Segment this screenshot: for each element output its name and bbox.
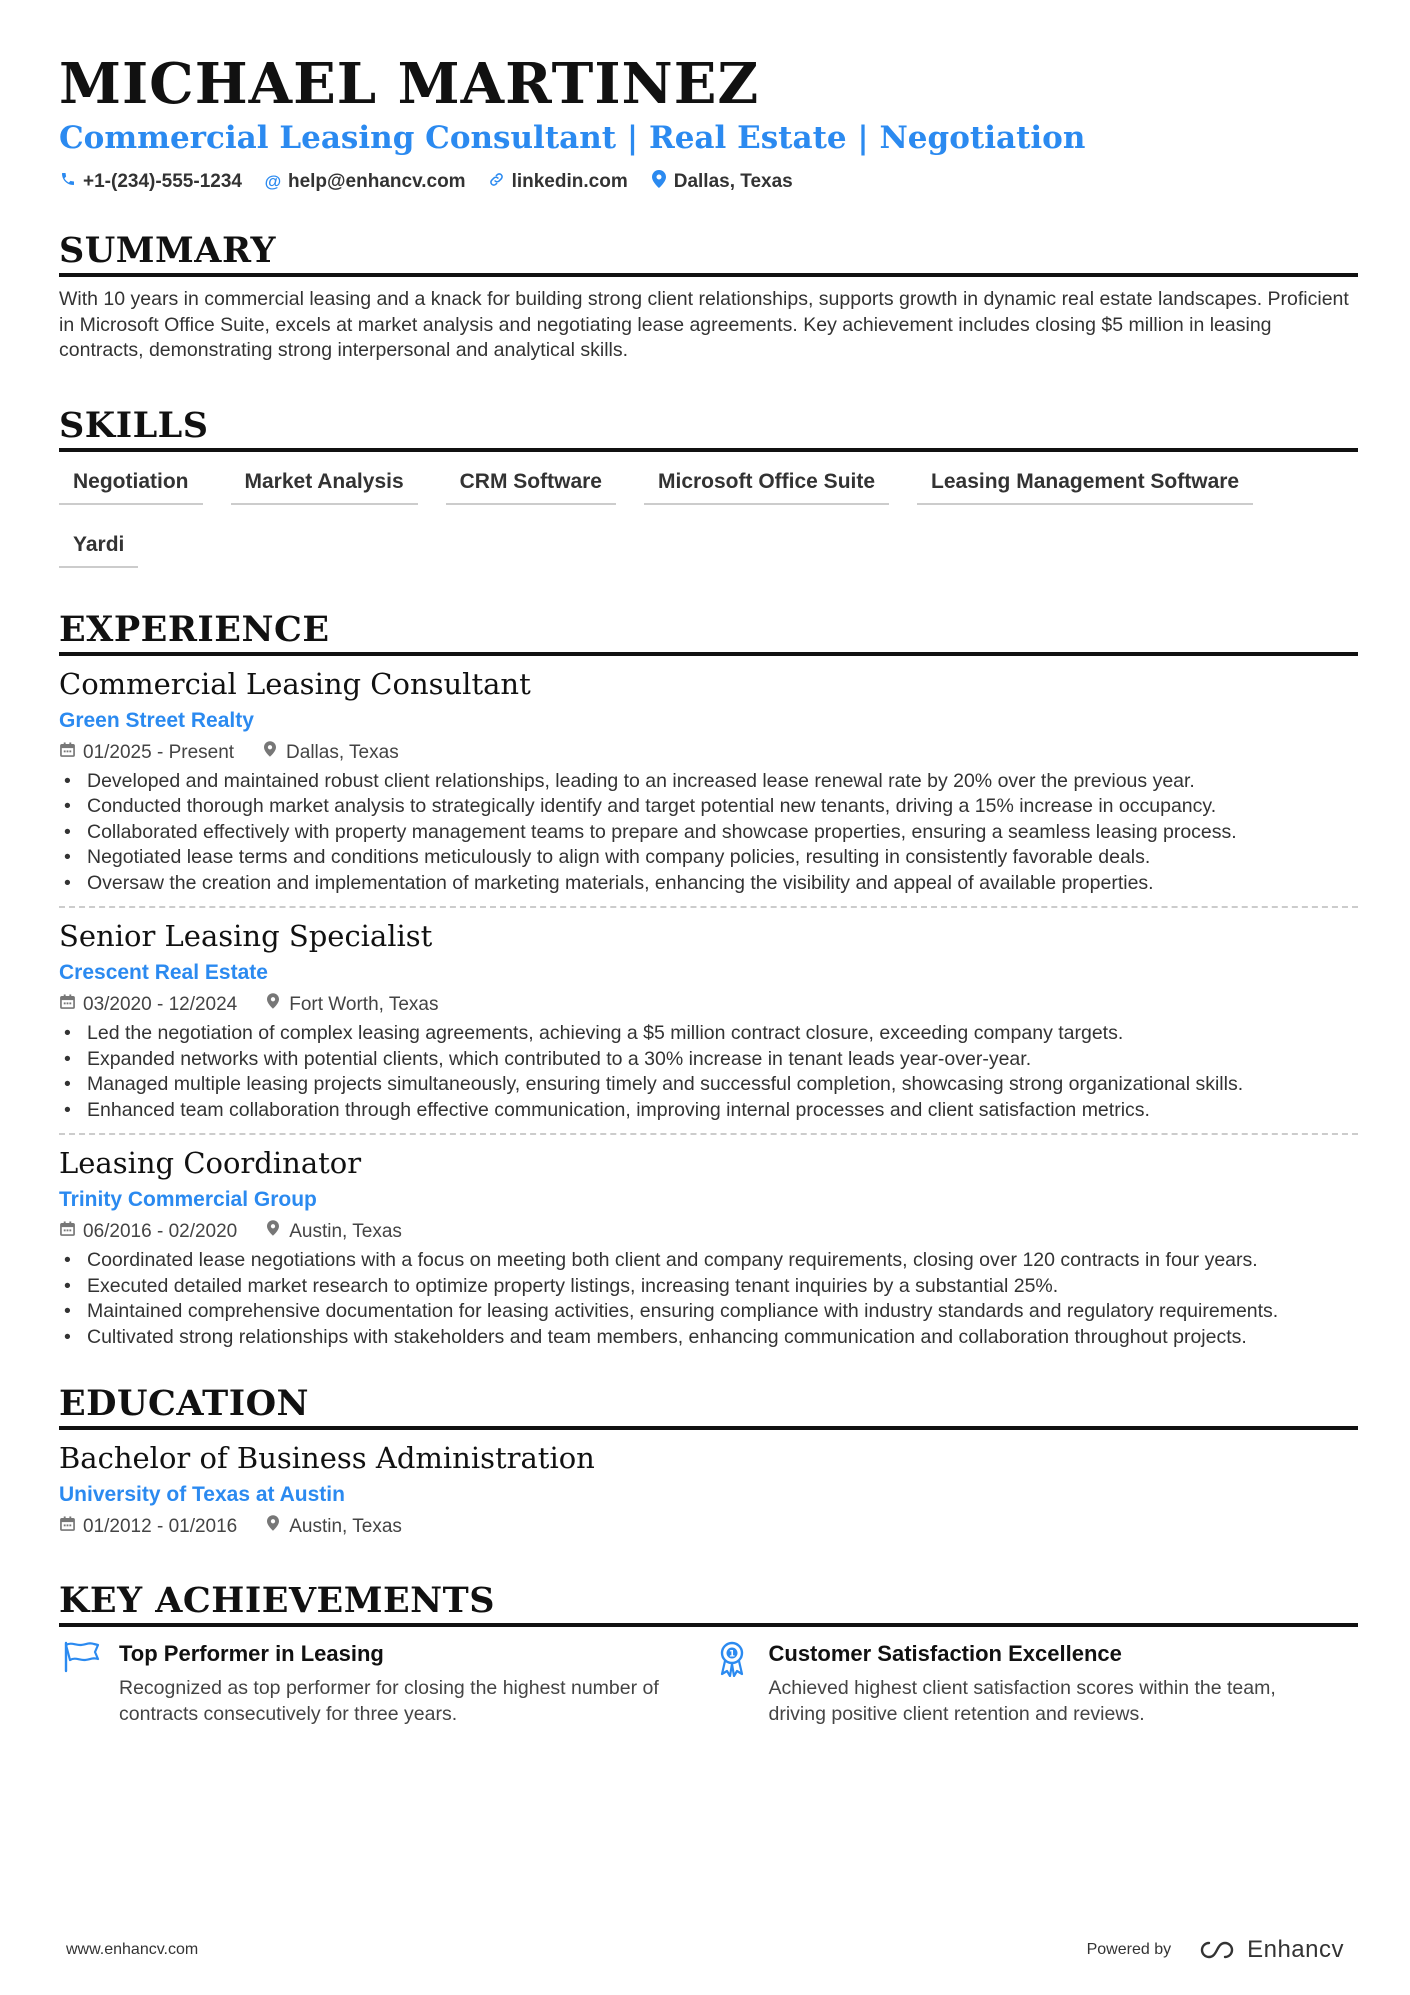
job-bullet: • Collaborated effectively with property management teams to prepare and showcase properties, ensuring a seamless leasing process. bbox=[59, 820, 1358, 846]
job-bullet: • Enhanced team collaboration through effective communication, improving internal processes and client satisfaction metrics. bbox=[59, 1098, 1358, 1124]
job-bullets bbox=[59, 769, 1358, 897]
experience-section bbox=[59, 608, 1358, 1361]
job-bullet: • Oversaw the creation and implementation of marketing materials, enhancing the visibility and appeal of available properties. bbox=[59, 871, 1358, 897]
contact-location-text: Dallas, Texas bbox=[673, 170, 793, 192]
at-icon: @ bbox=[264, 171, 282, 191]
job-dates bbox=[59, 991, 237, 1019]
skill-tag: Market Analysis bbox=[231, 464, 418, 505]
brand-name: Enhancv bbox=[1247, 1936, 1344, 1963]
job-entry bbox=[59, 1133, 1358, 1360]
footer-branding bbox=[1087, 1936, 1344, 1964]
education-dates bbox=[59, 1513, 237, 1541]
education-location bbox=[265, 1513, 402, 1541]
contact-phone-text: +1-(234)-555-1234 bbox=[83, 170, 242, 192]
phone-icon bbox=[59, 171, 77, 192]
contact-linkedin[interactable] bbox=[488, 170, 628, 193]
education-meta bbox=[59, 1513, 1358, 1541]
calendar-icon bbox=[59, 739, 75, 767]
education-heading: EDUCATION bbox=[59, 1382, 1358, 1430]
job-meta bbox=[59, 739, 1358, 767]
job-entry bbox=[59, 906, 1358, 1133]
skill-list bbox=[59, 464, 1358, 568]
achievements-section bbox=[59, 1579, 1358, 1727]
job-bullet: • Managed multiple leasing projects simultaneously, ensuring timely and successful completion, showcasing strong organizational skills. bbox=[59, 1072, 1358, 1098]
contact-email[interactable] bbox=[264, 170, 466, 193]
flag-icon bbox=[59, 1639, 105, 1727]
job-title: Leasing Coordinator bbox=[59, 1146, 362, 1180]
job-dates-text: 03/2020 - 12/2024 bbox=[83, 994, 238, 1015]
job-entry bbox=[59, 664, 1358, 907]
company-name: Trinity Commercial Group bbox=[59, 1188, 317, 1211]
achievement-desc: Recognized as top performer for closing the highest number of contracts consecutively for three years. bbox=[119, 1677, 659, 1725]
job-location-text: Dallas, Texas bbox=[286, 741, 399, 763]
job-bullet: • Maintained comprehensive documentation for leasing activities, ensuring compliance with industry standards and regulatory requirements. bbox=[59, 1299, 1358, 1325]
job-bullets bbox=[59, 1248, 1358, 1350]
contact-location bbox=[650, 170, 793, 193]
job-bullets bbox=[59, 1021, 1358, 1123]
achievement-title: Customer Satisfaction Excellence bbox=[768, 1641, 1122, 1666]
achievement-item bbox=[709, 1639, 1359, 1727]
school-name: University of Texas at Austin bbox=[59, 1483, 345, 1506]
svg-text:1: 1 bbox=[728, 1649, 735, 1660]
job-dates bbox=[59, 1218, 237, 1246]
job-location-text: Fort Worth, Texas bbox=[289, 994, 439, 1015]
achievement-body bbox=[119, 1639, 679, 1727]
job-location bbox=[265, 1218, 402, 1246]
achievement-title: Top Performer in Leasing bbox=[119, 1641, 384, 1666]
job-bullet: • Cultivated strong relationships with stakeholders and team members, enhancing communication and collaboration throughout projects. bbox=[59, 1325, 1358, 1351]
location-pin-icon bbox=[262, 739, 278, 767]
job-location bbox=[262, 739, 399, 767]
calendar-icon bbox=[59, 991, 75, 1019]
achievement-item bbox=[59, 1639, 709, 1727]
achievements-heading: KEY ACHIEVEMENTS bbox=[59, 1579, 1358, 1627]
job-location-text: Austin, Texas bbox=[289, 1221, 402, 1242]
contact-email-text: help@enhancv.com bbox=[287, 170, 466, 192]
skill-tag: Leasing Management Software bbox=[917, 464, 1253, 505]
job-dates-text: 06/2016 - 02/2020 bbox=[83, 1221, 238, 1242]
footer-website[interactable]: www.enhancv.com bbox=[66, 1941, 199, 1958]
skill-tag: CRM Software bbox=[446, 464, 616, 505]
location-pin-icon bbox=[265, 1218, 281, 1246]
location-pin-icon bbox=[265, 1513, 281, 1541]
page-footer bbox=[66, 1936, 1344, 1964]
location-pin-icon bbox=[265, 991, 281, 1019]
job-title: Commercial Leasing Consultant bbox=[59, 666, 531, 701]
resume-page bbox=[59, 52, 1358, 1727]
skills-heading: SKILLS bbox=[59, 404, 1358, 452]
experience-heading: EXPERIENCE bbox=[59, 608, 1358, 656]
location-pin-icon bbox=[650, 170, 668, 193]
link-icon bbox=[488, 171, 506, 193]
achievements-grid bbox=[59, 1639, 1358, 1727]
contact-bar bbox=[59, 170, 1358, 193]
job-bullet: • Conducted thorough market analysis to strategically identify and target potential new tenants, driving a 15% increase in occupancy. bbox=[59, 794, 1358, 820]
job-dates bbox=[59, 739, 234, 767]
candidate-name: MICHAEL MARTINEZ bbox=[59, 51, 760, 117]
powered-by-label: Powered by bbox=[1086, 1941, 1172, 1958]
contact-phone[interactable] bbox=[59, 170, 242, 193]
job-bullet: • Expanded networks with potential clients, which contributed to a 30% increase in tenant leads year-over-year. bbox=[59, 1047, 1358, 1073]
achievement-desc: Achieved highest client satisfaction scores within the team, driving positive client retention and reviews. bbox=[768, 1677, 1276, 1725]
award-ribbon-icon bbox=[709, 1639, 755, 1727]
job-meta bbox=[59, 1218, 1358, 1246]
job-bullet: • Coordinated lease negotiations with a focus on meeting both client and company requirements, closing over 120 contracts in four years. bbox=[59, 1248, 1358, 1274]
achievement-body bbox=[769, 1639, 1329, 1727]
job-dates-text: 01/2025 - Present bbox=[83, 741, 235, 763]
contact-linkedin-text: linkedin.com bbox=[511, 170, 628, 192]
summary-text: With 10 years in commercial leasing and a knack for building strong client relationships, supports growth in dynamic real estate landscapes. Proficient in Microsoft Office Suite, excels at market analysis and negotiating lease agreements. Key achievement includes closing $5 million in leasing contracts, demonstrating strong interpersonal and analytical skills. bbox=[59, 288, 1349, 361]
summary-heading: SUMMARY bbox=[59, 229, 1358, 277]
enhancv-logo-icon bbox=[1195, 1939, 1239, 1961]
job-title: Senior Leasing Specialist bbox=[59, 919, 433, 953]
job-bullet: • Led the negotiation of complex leasing agreements, achieving a $5 million contract closure, exceeding company targets. bbox=[59, 1021, 1358, 1047]
skill-tag: Microsoft Office Suite bbox=[644, 464, 889, 505]
resume-header bbox=[59, 52, 1358, 193]
job-meta bbox=[59, 991, 1358, 1019]
summary-section bbox=[59, 229, 1358, 364]
education-location-text: Austin, Texas bbox=[289, 1516, 402, 1537]
education-section bbox=[59, 1382, 1358, 1541]
calendar-icon bbox=[59, 1513, 75, 1541]
education-dates-text: 01/2012 - 01/2016 bbox=[83, 1516, 238, 1537]
skill-tag: Negotiation bbox=[59, 464, 203, 505]
candidate-title: Commercial Leasing Consultant | Real Estate | Negotiation bbox=[59, 120, 1086, 156]
job-bullet: • Negotiated lease terms and conditions meticulously to align with company policies, resulting in consistently favorable deals. bbox=[59, 845, 1358, 871]
degree-title: Bachelor of Business Administration bbox=[59, 1441, 595, 1475]
job-location bbox=[265, 991, 438, 1019]
calendar-icon bbox=[59, 1218, 75, 1246]
job-bullet: • Developed and maintained robust client relationships, leading to an increased lease renewal rate by 20% over the previous year. bbox=[59, 769, 1358, 795]
job-bullet: • Executed detailed market research to optimize property listings, increasing tenant inquiries by a substantial 25%. bbox=[59, 1274, 1358, 1300]
skills-section bbox=[59, 404, 1358, 568]
skill-tag: Yardi bbox=[59, 527, 138, 568]
enhancv-logo[interactable] bbox=[1195, 1936, 1344, 1964]
company-name: Crescent Real Estate bbox=[59, 961, 268, 984]
company-name: Green Street Realty bbox=[59, 708, 254, 732]
